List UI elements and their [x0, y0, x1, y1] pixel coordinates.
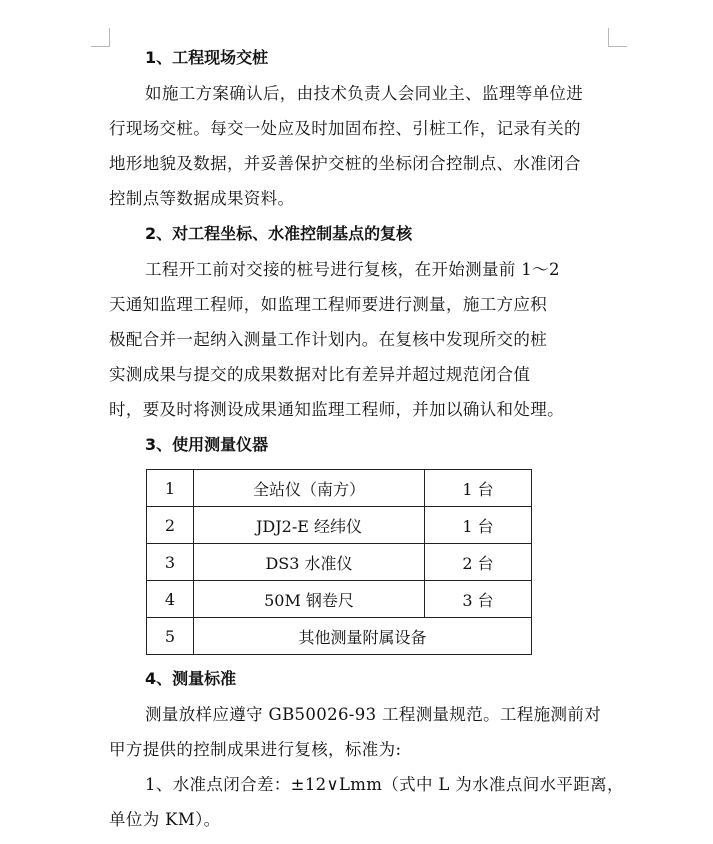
- quantity-cell: 3 台: [425, 581, 532, 618]
- quantity-cell: 1 台: [425, 507, 532, 544]
- quantity-cell: 1 台: [425, 470, 532, 507]
- paragraph-line: 测量放样应遵守 GB50026-93 工程测量规范。工程施测前对: [145, 705, 602, 724]
- paragraph-line: 极配合并一起纳入测量工作计划内。在复核中发现所交的桩: [109, 330, 548, 349]
- instrument-name-cell: 50M 钢卷尺: [194, 581, 425, 618]
- paragraph-line: 天通知监理工程师，如监理工程师要进行测量，施工方应积: [109, 295, 548, 314]
- section-heading-2: 2、对工程坐标、水准控制基点的复核: [145, 224, 413, 243]
- table-row: [147, 581, 532, 618]
- row-number-cell: 3: [147, 544, 194, 581]
- table-row: [147, 544, 532, 581]
- paragraph-line: 甲方提供的控制成果进行复核，标准为:: [109, 740, 402, 759]
- section-2-paragraph: [109, 252, 609, 427]
- table-row: [147, 507, 532, 544]
- section-1-paragraph: [109, 76, 609, 216]
- document-body: [109, 40, 624, 837]
- table-row: [147, 470, 532, 507]
- paragraph-line: 时，要及时将测设成果通知监理工程师，并加以确认和处理。: [109, 400, 564, 419]
- paragraph-line: 1、水准点闭合差：±12∨Lmm（式中 L 为水准点间水平距离，: [145, 775, 624, 794]
- section-heading-4: 4、测量标准: [145, 669, 237, 688]
- instrument-name-cell: 其他测量附属设备: [194, 618, 532, 655]
- paragraph-line: 工程开工前对交接的桩号进行复核，在开始测量前 1～2: [145, 260, 560, 279]
- paragraph-line: 实测成果与提交的成果数据对比有差异并超过规范闭合值: [109, 365, 531, 384]
- row-number-cell: 2: [147, 507, 194, 544]
- section-4-paragraph: [109, 697, 609, 767]
- paragraph-line: 如施工方案确认后，由技术负责人会同业主、监理等单位进: [145, 84, 584, 103]
- instrument-name-cell: DS3 水准仪: [194, 544, 425, 581]
- instrument-table: [146, 469, 532, 655]
- paragraph-line: 控制点等数据成果资料。: [109, 189, 295, 208]
- paragraph-line: 单位为 KM）。: [109, 810, 221, 829]
- row-number-cell: 4: [147, 581, 194, 618]
- row-number-cell: 1: [147, 470, 194, 507]
- section-heading-1: 1、工程现场交桩: [145, 48, 269, 67]
- row-number-cell: 5: [147, 618, 194, 655]
- paragraph-line: 地形地貌及数据，并妥善保护交桩的坐标闭合控制点、水准闭合: [109, 154, 581, 173]
- section-4-standard-item: [109, 767, 624, 837]
- paragraph-line: 行现场交桩。每交一处应及时加固布控、引桩工作，记录有关的: [109, 119, 581, 138]
- quantity-cell: 2 台: [425, 544, 532, 581]
- table-row: [147, 618, 532, 655]
- instrument-name-cell: JDJ2-E 经纬仪: [194, 507, 425, 544]
- instrument-name-cell: 全站仪（南方）: [194, 470, 425, 507]
- page-corner-mark-left: [91, 28, 110, 47]
- page-corner-mark-right: [608, 28, 627, 47]
- section-heading-3: 3、使用测量仪器: [145, 435, 269, 454]
